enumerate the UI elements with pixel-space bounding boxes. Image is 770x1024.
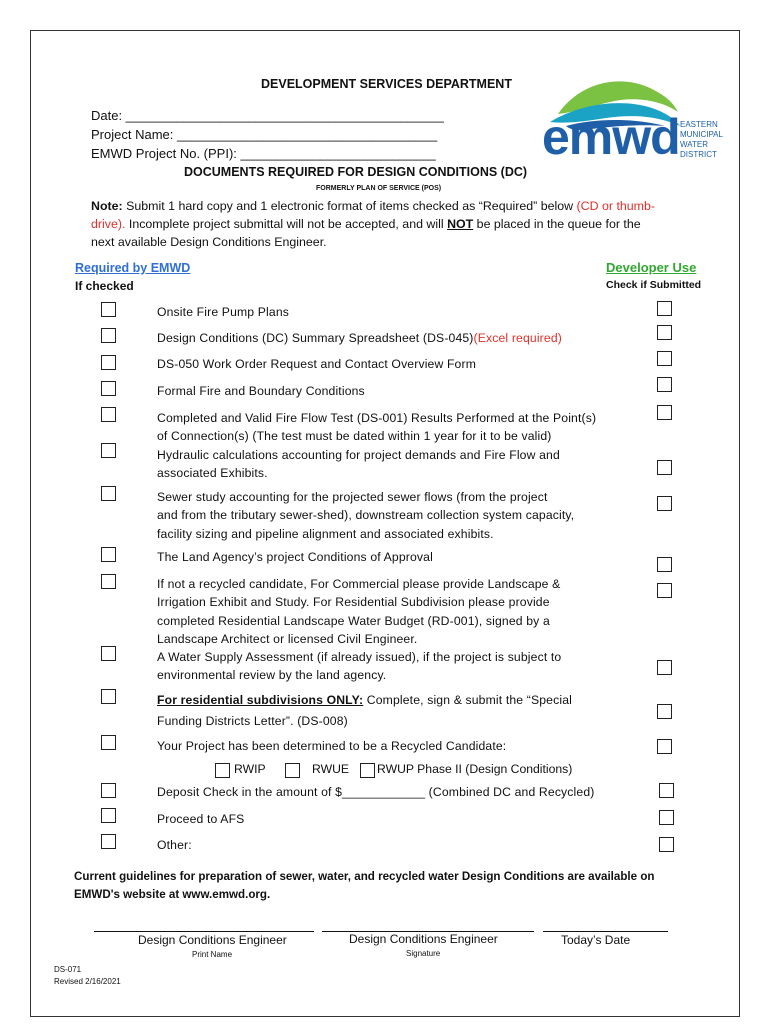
item-hydraulic: Hydraulic calculations accounting for project demands and Fire Flow and associated Exhibits. — [157, 448, 560, 481]
submitted-checkbox-dc-summary[interactable] — [657, 325, 672, 340]
submitted-checkbox-sewer[interactable] — [657, 496, 672, 511]
required-checkbox-land-agency[interactable] — [101, 547, 116, 562]
rwup-label: RWUP Phase II (Design Conditions) — [377, 762, 573, 776]
item-deposit-check: Deposit Check in the amount of $____________ (Combined DC and Recycled) — [157, 785, 595, 799]
required-checkbox-formal-fire[interactable] — [101, 381, 116, 396]
item-sewer-study: Sewer study accounting for the projected sewer flows (from the project and from the tributary sewer-shed), downstream collection system capacity, facility sizing and pipeline alignment and associated exhibits. — [157, 490, 575, 541]
submitted-checkbox-landscape[interactable] — [657, 583, 672, 598]
item-onsite-fire-pump: Onsite Fire Pump Plans — [157, 305, 289, 319]
submitted-checkbox-afs[interactable] — [659, 810, 674, 825]
required-checkbox-ds050[interactable] — [101, 355, 116, 370]
submitted-checkbox-formal-fire[interactable] — [657, 377, 672, 392]
document-title: DOCUMENTS REQUIRED FOR DESIGN CONDITIONS (DC) — [184, 165, 528, 179]
required-checkbox-other[interactable] — [101, 834, 116, 849]
project-name-field[interactable]: Project Name: ____________________________________ — [91, 127, 438, 142]
rwue-label: RWUE — [312, 762, 350, 776]
required-column-subtitle: If checked — [75, 279, 134, 293]
ppi-field[interactable]: EMWD Project No. (PPI): ___________________________ — [91, 146, 436, 161]
required-column-title: Required by EMWD — [75, 261, 191, 275]
date-label: Today’s Date — [561, 933, 631, 947]
note-paragraph: Note: Submit 1 hard copy and 1 electronic format of items checked as “Required” below (CD or thumb- drive). Incomplete project submittal will not be accepted, and will NOT be placed in the queue for the next available Design Conditions Engineer. — [91, 199, 656, 249]
required-checkbox-dc-summary[interactable] — [101, 328, 116, 343]
item-formal-fire: Formal Fire and Boundary Conditions — [157, 384, 365, 398]
form-number: DS-071 — [54, 965, 82, 974]
item-land-agency: The Land Agency’s project Conditions of Approval — [157, 550, 433, 564]
rwip-label: RWIP — [234, 762, 266, 776]
submitted-checkbox-hydraulic[interactable] — [657, 460, 672, 475]
item-residential: For residential subdivisions ONLY: Complete, sign & submit the “Special Funding Districts Letter”. (DS-008) — [157, 693, 573, 728]
item-recycled-candidate: Your Project has been determined to be a Recycled Candidate: — [157, 739, 507, 753]
guidelines-text: Current guidelines for preparation of sewer, water, and recycled water Design Conditions are available on EMWD's website at www.emwd.org. — [74, 870, 655, 901]
submitted-checkbox-onsite[interactable] — [657, 301, 672, 316]
revision-date: Revised 2/16/2021 — [54, 977, 121, 986]
required-checkbox-fire-flow[interactable] — [101, 407, 116, 422]
item-other: Other: — [157, 838, 192, 852]
item-landscape: If not a recycled candidate, For Commercial please provide Landscape & Irrigation Exhibit and Study. For Residential Subdivision please provide completed Residential Landscape Water Budget (RD-001), signed by a Landscape Architect or licensed Civil Engineer. — [157, 577, 561, 647]
logo-wordmark: emwd — [542, 109, 680, 165]
item-fire-flow: Completed and Valid Fire Flow Test (DS-001) Results Performed at the Point(s) of Connection(s) (The test must be dated within 1 year for it to be valid) — [157, 411, 597, 444]
print-name-line[interactable] — [94, 931, 314, 932]
item-proceed-afs: Proceed to AFS — [157, 812, 245, 826]
submitted-checkbox-recycled-candidate[interactable] — [657, 739, 672, 754]
developer-column-subtitle: Check if Submitted — [606, 279, 702, 291]
required-checkbox-recycled-candidate[interactable] — [101, 735, 116, 750]
signature-label: Design Conditions Engineer — [349, 932, 498, 946]
required-checkbox-wsa[interactable] — [101, 646, 116, 661]
submitted-checkbox-land-agency[interactable] — [657, 557, 672, 572]
required-checkbox-hydraulic[interactable] — [101, 443, 116, 458]
submitted-checkbox-ds050[interactable] — [657, 351, 672, 366]
submitted-checkbox-residential[interactable] — [657, 704, 672, 719]
rwue-checkbox[interactable] — [285, 763, 300, 778]
item-water-supply-assessment: A Water Supply Assessment (if already issued), if the project is subject to environmental review by the land agency. — [157, 650, 562, 683]
print-name-sublabel: Print Name — [192, 950, 233, 959]
required-checkbox-residential[interactable] — [101, 689, 116, 704]
item-ds050: DS-050 Work Order Request and Contact Overview Form — [157, 357, 476, 371]
item-dc-summary: Design Conditions (DC) Summary Spreadsheet (DS-045)(Excel required) — [157, 331, 562, 345]
required-checkbox-deposit[interactable] — [101, 783, 116, 798]
submitted-checkbox-fire-flow[interactable] — [657, 405, 672, 420]
required-checkbox-sewer[interactable] — [101, 486, 116, 501]
developer-column-title: Developer Use — [606, 260, 697, 275]
required-checkbox-afs[interactable] — [101, 808, 116, 823]
rwup-checkbox[interactable] — [360, 763, 375, 778]
required-checkbox-onsite[interactable] — [101, 302, 116, 317]
print-name-label: Design Conditions Engineer — [138, 933, 287, 947]
document-subtitle: FORMERLY PLAN OF SERVICE (POS) — [316, 185, 442, 192]
rwip-checkbox[interactable] — [215, 763, 230, 778]
required-checkbox-landscape[interactable] — [101, 574, 116, 589]
signature-sublabel: Signature — [406, 949, 441, 958]
submitted-checkbox-other[interactable] — [659, 837, 674, 852]
logo-district-name: EASTERN MUNICIPAL WATER DISTRICT — [680, 120, 723, 159]
submitted-checkbox-wsa[interactable] — [657, 660, 672, 675]
date-line[interactable] — [543, 931, 668, 932]
department-heading: DEVELOPMENT SERVICES DEPARTMENT — [261, 77, 512, 91]
date-field[interactable]: Date: ____________________________________________ — [91, 108, 444, 123]
submitted-checkbox-deposit[interactable] — [659, 783, 674, 798]
